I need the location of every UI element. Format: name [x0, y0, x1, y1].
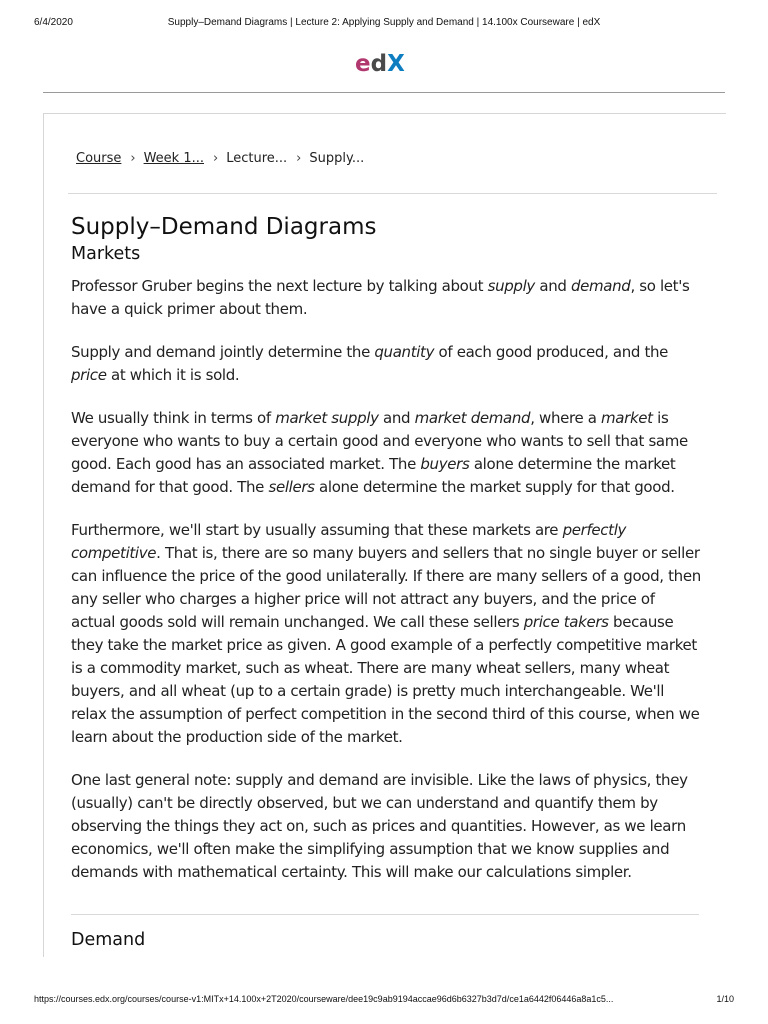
breadcrumb-week-link[interactable]: Week 1... [143, 151, 205, 166]
text-run: . That is, there are so many buyers and sellers that no single buyer or seller can influence the price of the good unilaterally. If there are many sellers of a good, then any seller who charges a higher price will not attract any buyers, and the price of actual goods sold will remain unchanged. We call these sellers [71, 544, 701, 631]
emphasis: buyers [420, 455, 470, 473]
paragraph-general-note: One last general note: supply and demand are invisible. Like the laws of physics, they (usually) can't be directly observed, but we can understand and quantify them by observing the things they act on, such as prices and quantities. However, as we learn economics, we'll often make the simplifying assumption that we know supplies and demands with mathematical certainty. This will make our calculations simpler. [71, 771, 688, 881]
chevron-right-icon: › [296, 151, 302, 166]
paragraph-perfect-competition [71, 519, 703, 749]
breadcrumb-course-link[interactable]: Course [76, 151, 122, 166]
text-run: because they take the market price as given. A good example of a perfectly competitive market is a commodity market, such as wheat. There are many wheat sellers, many wheat buyers, and all wheat (up to a certain grade) is pretty much interchangeable. We'll relax the assumption of perfect competition in the second third of this course, when we learn about the production side of the market. [71, 613, 700, 746]
emphasis: price [71, 366, 107, 384]
emphasis: market supply [275, 409, 379, 427]
article-body [71, 212, 703, 884]
edx-logo[interactable] [355, 50, 415, 76]
emphasis: price takers [523, 613, 609, 631]
text-run: alone determine the market demand for that good. The [71, 455, 676, 496]
print-title: Supply–Demand Diagrams | Lecture 2: Applying Supply and Demand | 14.100x Courseware | edX [167, 17, 601, 28]
logo-letter-d: d [370, 51, 388, 76]
print-date: 6/4/2020 [34, 17, 73, 28]
text-run: Supply and demand jointly determine the [71, 343, 375, 361]
logo-letter-x: X [387, 51, 405, 76]
text-run: is everyone who wants to buy a certain good and everyone who wants to sell that same good. Each good has an associated market. The [71, 409, 688, 473]
header-divider [43, 92, 725, 93]
breadcrumb-divider [68, 193, 717, 194]
chevron-right-icon: › [213, 151, 219, 166]
text-run: and [534, 277, 571, 295]
section-heading-markets: Markets [71, 244, 141, 264]
logo-letter-e: e [355, 51, 371, 76]
text-run: We usually think in terms of [71, 409, 276, 427]
breadcrumb-current-unit: Supply... [309, 151, 365, 166]
text-run: at which it is sold. [106, 366, 240, 384]
page-number: 1/10 [716, 994, 734, 1004]
print-footer [0, 990, 768, 1010]
emphasis: supply [487, 277, 535, 295]
emphasis: perfectly competitive [71, 521, 627, 562]
text-run: , so let's have a quick primer about them. [71, 277, 690, 318]
section-divider [71, 914, 699, 915]
page-title: Supply–Demand Diagrams [71, 214, 377, 240]
breadcrumb-lecture: Lecture... [226, 151, 288, 166]
text-run: Professor Gruber begins the next lecture by talking about [71, 277, 488, 295]
logo-text [355, 51, 405, 76]
emphasis: sellers [268, 478, 315, 496]
text-run: , where a [530, 409, 602, 427]
paragraph-market-definition [71, 407, 703, 499]
emphasis: demand [570, 277, 631, 295]
text-run: Furthermore, we'll start by usually assuming that these markets are [71, 521, 563, 539]
paragraph-quantity-price [71, 341, 703, 387]
print-header [0, 0, 768, 40]
emphasis: market [601, 409, 653, 427]
chevron-right-icon: › [130, 151, 136, 166]
emphasis: quantity [374, 343, 435, 361]
emphasis: market demand [414, 409, 531, 427]
breadcrumb [76, 151, 364, 166]
text-run: and [378, 409, 415, 427]
paragraph-intro [71, 275, 703, 321]
text-run: of each good produced, and the [434, 343, 669, 361]
text-run: alone determine the market supply for that good. [314, 478, 675, 496]
print-url: https://courses.edx.org/courses/course-v1:MITx+14.100x+2T2020/courseware/dee19c9ab9194accae96d6b6327b3d7d/ce1a6442f06446a8a1c5... [34, 994, 614, 1004]
section-heading-demand: Demand [71, 930, 146, 950]
